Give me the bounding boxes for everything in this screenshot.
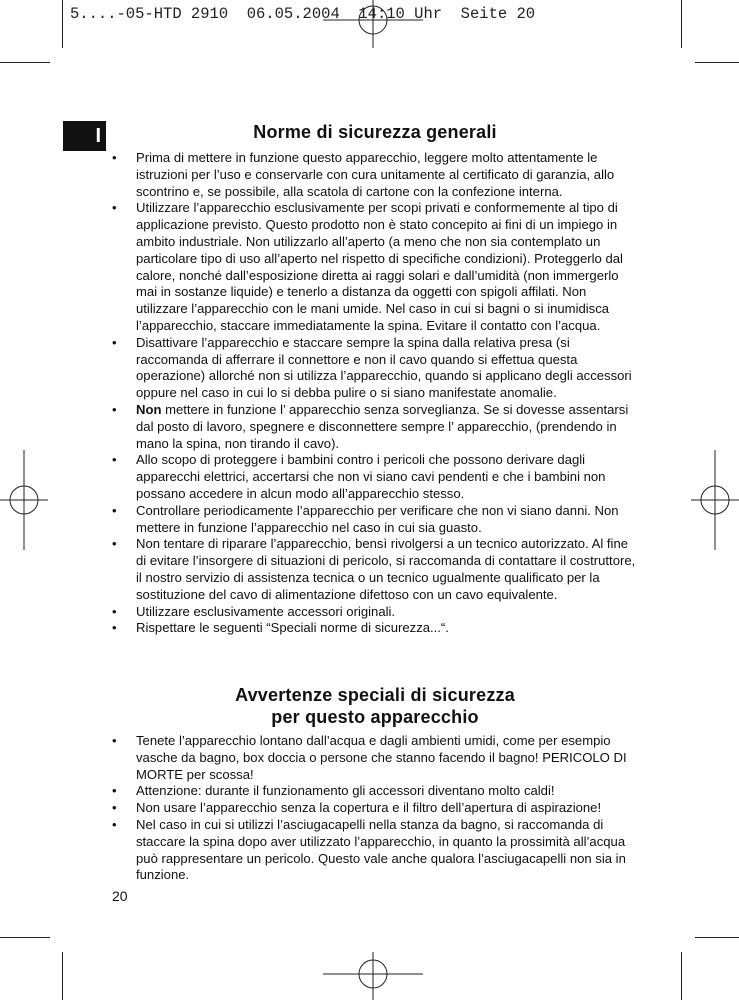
list-item-text: mettere in funzione l’ apparecchio senza sorveglianza. Se si dovesse assentarsi dal posto di lavoro, spegnere e disconnettere sempre l’ apparecchio, (prendendo in mano la spina, non tirando il cavo). — [136, 401, 629, 451]
list-item-text: Non usare l’apparecchio senza la copertura e il filtro dell’apertura di aspirazione! — [136, 800, 602, 816]
list-item — [110, 200, 640, 334]
list-item-text: Non tentare di riparare l’apparecchio, bensì rivolgersi a un tecnico autorizzato. Al fine di evitare l’insorgere di situazioni di pericolo, si raccomanda di contattare il costruttore, il nostro servizio di assistenza tecnica o un tecnico ugualmente qualificato per la sostituzione del cavo di alimentazione difettoso con un cavo equivalente. — [136, 536, 636, 602]
list-item — [110, 402, 640, 452]
crop-mark — [0, 62, 50, 63]
registration-mark-bottom-icon — [323, 952, 423, 1000]
list-item — [110, 800, 640, 817]
list-item-text: Controllare periodicamente l’apparecchio per verificare che non vi siano danni. Non mettere in funzione l’apparecchio nel caso in cui sia guasto. — [136, 502, 619, 535]
emphasis-text: Non — [136, 401, 162, 417]
list-item — [110, 503, 640, 537]
registration-mark-top-icon — [323, 0, 423, 48]
list-item — [110, 452, 640, 502]
section-title-special-warnings — [110, 684, 640, 728]
crop-mark — [681, 952, 682, 1000]
list-item — [110, 817, 640, 884]
section-title-line-2: per questo apparecchio — [271, 707, 479, 727]
print-header: 5....-05-HTD 2910 06.05.2004 14:10 Uhr Seite 20 — [70, 5, 536, 23]
crop-mark — [62, 0, 63, 48]
list-item-text: Utilizzare l’apparecchio esclusivamente per scopi privati e conformemente al tipo di applicazione previsto. Questo prodotto non è stato concepito ai fini di un impiego in ambito industriale. Non utilizzarlo all’aperto (a meno che non sia contemplato un particolare tipo di uso all’aperto nel rispetto di specifiche condizioni). Proteggerlo dal calore, nonché dall’esposizione diretta ai raggi solari e dall’umidità (non immergerlo mai in sostanze liquide) e tenerlo a distanza da oggetti con spigoli affilati. Non utilizzare l’apparecchio con le mani umide. Nel caso in cui si bagni o si inumidisca l’apparecchio, staccare immediatamente la spina. Evitare il contatto con l’acqua. — [136, 200, 623, 333]
list-item-text: Allo scopo di proteggere i bambini contro i pericoli che possono derivare dagli apparecchi elettrici, accertarsi che non vi siano cavi pendenti e che i bambini non possano accedere in alcun modo all’apparecchio stesso. — [136, 452, 606, 501]
language-tab: I — [63, 121, 106, 151]
general-safety-list — [110, 150, 640, 637]
section-title-line-1: Avvertenze speciali di sicurezza — [235, 685, 515, 705]
list-item-text: Disattivare l’apparecchio e staccare sempre la spina dalla relativa presa (si raccomanda di afferrare il connettore e non il cavo quando si effettua questa operazione) allorché non si utilizza l’apparecchio, quando si applicano degli accessori oppure nel caso in cui lo si debba pulire o si siano manifestate anomalie. — [136, 334, 632, 401]
registration-mark-left-icon — [0, 450, 48, 550]
special-warnings-list — [110, 733, 640, 884]
page-number: 20 — [112, 888, 128, 904]
registration-mark-right-icon — [691, 450, 739, 550]
crop-mark — [0, 937, 50, 938]
list-item — [110, 783, 640, 800]
list-item-text: Utilizzare esclusivamente accessori originali. — [136, 603, 396, 619]
list-item-text: Attenzione: durante il funzionamento gli accessori diventano molto caldi! — [136, 783, 555, 799]
crop-mark — [695, 937, 739, 938]
list-item-text: Rispettare le seguenti “Speciali norme di sicurezza...“. — [136, 620, 449, 636]
crop-mark — [681, 0, 682, 48]
list-item — [110, 335, 640, 402]
list-item — [110, 150, 640, 200]
crop-mark — [62, 952, 63, 1000]
section-title-general-safety: Norme di sicurezza generali — [253, 122, 497, 142]
list-item — [110, 536, 640, 603]
list-item — [110, 604, 640, 621]
list-item-text: Tenete l’apparecchio lontano dall’acqua e dagli ambienti umidi, come per esempio vasche da bagno, box doccia o persone che stanno facendo il bagno! PERICOLO DI MORTE per scossa! — [136, 733, 627, 782]
list-item — [110, 733, 640, 783]
crop-mark — [695, 62, 739, 63]
list-item-text: Nel caso in cui si utilizzi l’asciugacapelli nella stanza da bagno, si raccomanda di staccare la spina dopo aver utilizzato l’apparecchio, in quanto la prossimità all’acqua può rappresentare un pericolo. Questo vale anche qualora l’asciugacapelli non sia in funzione. — [136, 816, 626, 883]
list-item-text: Prima di mettere in funzione questo apparecchio, leggere molto attentamente le istruzioni per l’uso e conservarle con cura unitamente al certificato di garanzia, allo scontrino e, se possibile, alla scatola di cartone con la confezione interna. — [136, 150, 615, 199]
list-item — [110, 620, 640, 637]
